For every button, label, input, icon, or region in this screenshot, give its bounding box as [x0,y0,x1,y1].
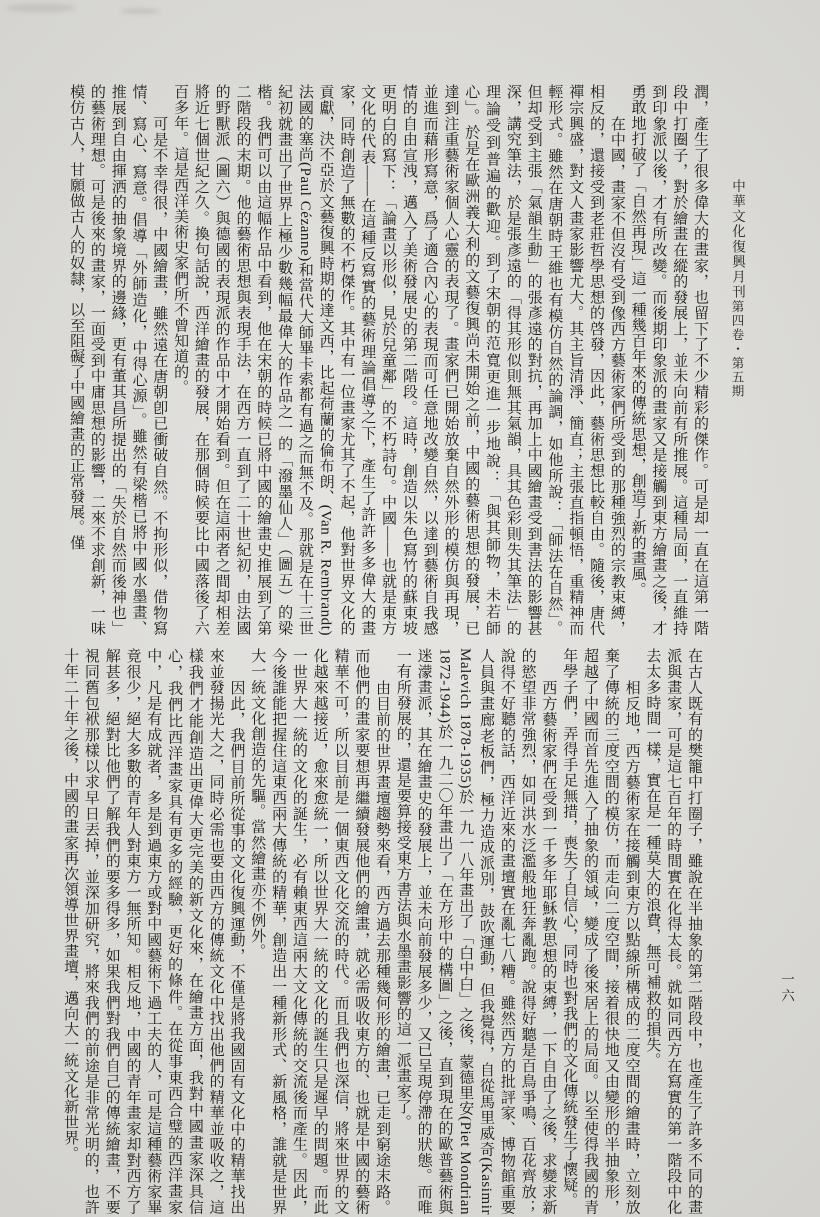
paragraph: 西方藝術家們在受到一千多年耶穌教思想的束縛，一下自由了之後，求變求新的慾望非常強烈，如同洪水泛濫般地狂奔亂跑。說得好聽是百鳥爭鳴、百花齊放；說得不好聽的話，西洋近來的畫壇實在亂七八糟。雖然西方的批評家、博物館重要人員與畫廊老板們，極力造成派別，鼓吹運動，但我覺得，自從馬里威奇(Kasimir Malevich 1878-1935)於一九一八年畫出了「白中白」之後，蒙德里安(Piet Mondrian 1872-1944)於一九二〇年畫出了「在方形中的構圖」之後，直到現在的歐普藝術與迷濛畫派，其在繪畫史的發展上，並未向前發展多少，又已呈現停滯的狀態。而唯一有所發展的，還是要算接受東方書法與水墨畫影響的這一派畫家了。 [394,648,557,1215]
paragraph: 因此，我們目前所從事的文化復興運動，不僅是將我國固有文化中的精華找出來並發揚光大之，同時必需也要由西方的傳統文化中找出他們的精華並吸收之，這樣我們才能創造出更偉大更完美的新文化來，在繪畫方面，我對中國畫家深具信心，我們比西洋畫家具有更多的經驗，更好的條件。在從事東西合璧的西洋畫家中，凡是有成就者，多是到過東方或對中國藝術下過工夫的人，可是這種藝術家畢竟很少，絕大多數的青年人對東方一無所知。相反地，中國的青年畫家却對西方了解甚多，絕對比他們了解我們的要多得多，如果我們對我們自己的傳統繪畫，不要視同舊包袱那樣以求早日丟掉，並深加研究，將來我們的前途是非常光明的，也許十年二十年之後，中國的畫家再次領導世界畫壇，邁向大一統文化新世界。 [62,648,245,1215]
paragraph: 相反地，西方藝術家在接觸到東方以點線所構成的二度空間的繪畫時，立刻放棄了傳統的三度空間的模仿，而走向二度空間，接着很快地又由變形的半抽象形，超越了中國而首先進入了抽象的領域，變成了後來居上的局面。以至使得我國的青年學子們，弄得手足無措，喪失了自信心，同時也對我們的文化傳統發生了懷疑。 [561,648,640,1215]
paragraph: 由目前的世界畫壇趨勢來看，西方過去那種幾何形的繪畫，已走到窮途末路。而他們的畫家要想再繼續發展他們的繪畫，就必需吸收東方的、也就是中國的藝術精華不可，所以目前是一個東西文化交流的時代。而且我們也深信，將來世界的文化越來越接近，愈來愈統一，所以世界大一統的文化的誕生只是遲早的問題。而此一世界大一統的文化的誕生，必有賴東西這兩大文化傳統的交流後而產生。因此，今後誰能把握住這東西兩大傳統的精華，創造出一種新形式、新風格，誰就是世界大一統文化創造的先驅。當然繪畫亦不例外。 [249,648,391,1215]
paragraph: 潤，產生了很多偉大的畫家，也留下了不少精彩的傑作。可是却一直在這第一階段中打圈子，對於繪畫在縱的發展上，並未向前有所推展。這種局面，一直維持到印象派以後，才有所改變。而後期印象派的畫家又是接觸到東方繪畫之後，才勇敢地打破了「自然再現」這一種幾百年來的傳統思想，創造了新的畫風。 [629,84,708,636]
paragraph: 在中國，畫家不但沒有受到像西方藝術家們所受到的那種強烈的宗教束縛，相反的，還接受到老莊哲學思想的啓發，因此，藝術思想比較自由。隨後，唐代禪宗興盛，對文人畫家影響尤大。其主旨清淨、簡直；主張直指頓悟，重精神而輕形式。雖然在唐朝時王維也有模仿自然的論調，如他所說：「師法在自然」。但却受到主張「氣韻生動」的張彥遠的對抗，再加上中國繪畫受到書法的影響甚深，講究筆法，於是張彥遠的「得其形似則無其氣韻，具其色彩則失其筆法」的理論受到普遍的歡迎。到了宋朝的范寬更進一步地說：「與其師物，未若師心」。於是在歐洲義大利的文藝復興尚未開始之前，中國的藝術思想的發展，已達到注重藝術家個人心靈的表現了。畫家們已開始放棄自然外形的模仿與再現，並進而藉形寫意，爲了適合內心的表現而可任意地改變自然，以達到藝術自我感情的自由宣洩，邁入了美術發展史的第二階段。這時，創造以朱色寫竹的蘇東坡更明白的寫下：「論畫以形似，見於兒童鄰」的不朽詩句。中國——也就是東方文化的代表——在這種反寫實的藝術理論倡導之下，產生了許許多多偉大的畫家，同時創造了無數的不朽傑作。其中有一位畫家尤其了不起，他對世界文化的貢獻，決不亞於文藝復興時期的達文西，比起荷蘭的倫布朗、(Van R. Rembrandt)法國的塞尚(Paul Cézanne)和當代大師畢卡索都有過之而無不及。那就是在十三世紀初就畫出了世界上極少數幾幅最偉大的作品之一的「潑墨仙人」（圖五）的梁楷。我們可以由這幅作品中看到，他在宋朝的時候已將中國的繪畫史推展到了第二階段的末期。他的藝術思想與表現手法，在西方一直到了二十世紀初，由法國的野獸派（圖六）與德國的表現派的作品中才開始看到。但在這兩者之間却相差將近七個世紀之久。換句話說，西洋繪畫的發展，在那個時候要比中國落後了六百多年。這是西洋美術史家們所不曾知道的。 [172,84,625,636]
journal-issue-label: 第四卷・第五期 [730,299,744,399]
scan-smudge [6,4,76,12]
paragraph: 可是不幸得很，中國繪畫，雖然遠在唐朝卽已衝破自然。不拘形似，借物寫情、寫心、寫意。倡導「外師造化，中得心源」。雖然有梁楷已將中國水墨畫、推展到自由揮洒的抽象境界的邊緣，更有董其昌所提出的「失於自然而後神也」的藝術理想。可是後來的畫家，一面受到中庸思想的影響，二來不求創新，一味模仿古人，甘願做古人的奴隸，以至阻礙了中國繪畫的正常發展。僅 [68,84,168,636]
top-text-block [8,84,710,636]
bottom-text-block [2,648,704,1215]
scan-smudge [120,8,160,14]
journal-title [727,179,747,479]
journal-title-text: 中華文化復興月刊 [730,179,745,300]
page-number: 一六 [779,972,794,1005]
paragraph: 在古人既有的樊籠中打圈子，雖說在半抽象的第二階段中，也產生了許多不同的畫派與畫家，可是這七百年的時間實在化得太長。就如同西方在寫實的第一階段中化去太多時間一樣，實在是一種莫大的浪費，無可補救的損失。 [644,648,702,1215]
